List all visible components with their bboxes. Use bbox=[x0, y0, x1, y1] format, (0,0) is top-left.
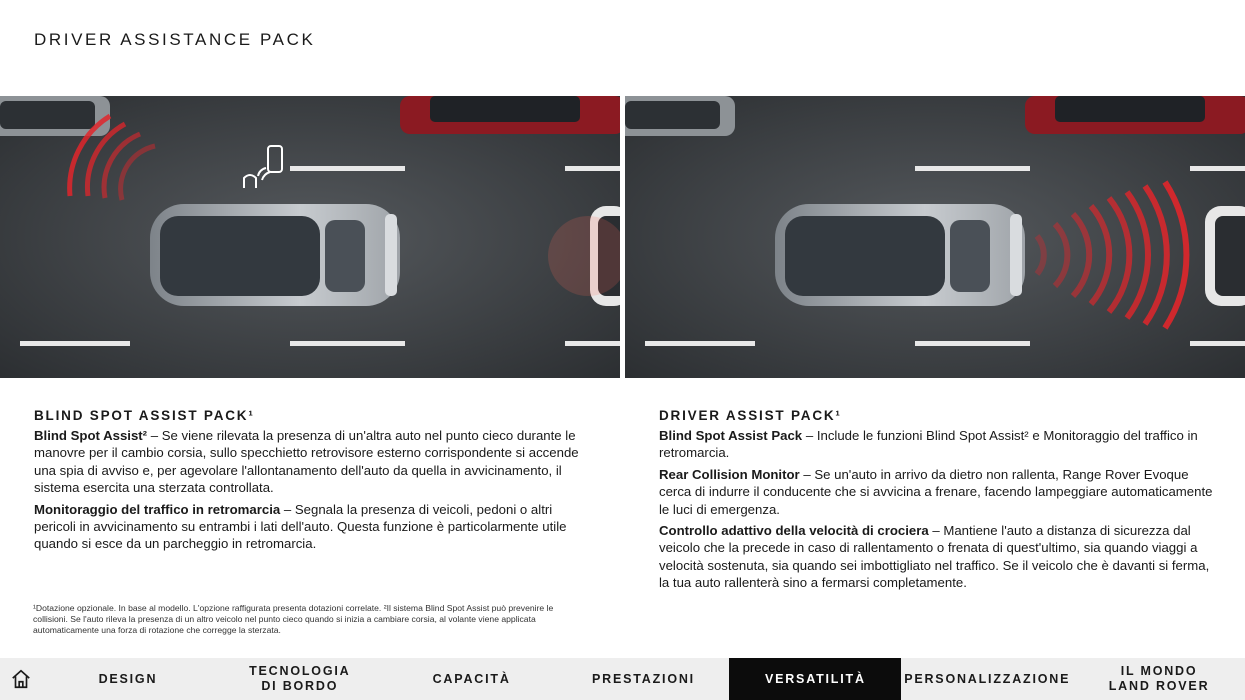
blind-spot-assist-pack-section bbox=[34, 408, 594, 557]
feature-paragraph bbox=[659, 427, 1219, 462]
feature-paragraph bbox=[659, 522, 1219, 592]
page-title: DRIVER ASSISTANCE PACK bbox=[34, 30, 316, 49]
feature-title: Monitoraggio del traffico in retromarcia bbox=[34, 501, 281, 517]
bottom-navigation bbox=[0, 658, 1245, 700]
footnote: ¹Dotazione opzionale. In base al modello. L'opzione raffigurata presenta dotazioni correlate. ²Il sistema Blind Spot Assist può prevenire le collisioni. Se l'auto rileva la presenza di un altro veicolo nel punto cieco quando si inizia a cambiare corsia, al volante viene applicata automaticamente una forza di rotazione che corregge la sterzata. bbox=[33, 603, 554, 636]
feature-paragraph bbox=[34, 501, 594, 553]
nav-item-capacita[interactable]: CAPACITÀ bbox=[432, 671, 511, 686]
nav-item-design[interactable]: DESIGN bbox=[98, 671, 158, 686]
driver-assist-pack-section bbox=[659, 408, 1219, 596]
hero-image-blind-spot bbox=[0, 96, 620, 378]
nav-item-tecnologia-di-bordo[interactable]: TECNOLOGIA DI BORDO bbox=[249, 664, 351, 693]
hero-image-rear-collision bbox=[625, 96, 1245, 378]
feature-paragraph bbox=[34, 427, 594, 497]
feature-paragraph bbox=[659, 466, 1219, 518]
nav-item-prestazioni[interactable]: PRESTAZIONI bbox=[592, 671, 695, 686]
home-icon bbox=[10, 668, 32, 690]
feature-title: Controllo adattivo della velocità di crociera bbox=[659, 523, 929, 539]
nav-item-il-mondo-land-rover[interactable]: IL MONDO LAND ROVER bbox=[1108, 664, 1210, 693]
feature-title: Blind Spot Assist² bbox=[34, 428, 148, 443]
feature-text: – Se viene rilevata la presenza di un'altra auto nel punto cieco durante le manovre per il cambio corsia, sullo specchietto retrovisore esterno corrispondente si accende una spia di avviso e, per agevolare l'allontanamento dell'auto da quella in avvicinamento, il sistema esercita una sterzata controllata. bbox=[34, 428, 579, 496]
home-button[interactable] bbox=[0, 658, 42, 700]
feature-title: Blind Spot Assist Pack bbox=[659, 428, 803, 443]
nav-item-personalizzazione[interactable]: PERSONALIZZAZIONE bbox=[904, 671, 1071, 686]
nav-item-versatilita[interactable]: VERSATILITÀ bbox=[729, 658, 901, 700]
feature-text: – Mantiene l'auto a distanza di sicurezza dal veicolo che la precede in caso di rallentamento o frenata di quest'ultimo, sia quando viaggi a velocità sostenuta, sia quando sei imbottigliato nel traffico. Se il veicolo che è davanti si ferma, la tua auto rallenterà sino a fermarsi completamente. bbox=[659, 523, 1210, 591]
feature-text: – Include le funzioni Blind Spot Assist² e Monitoraggio del traffico in retromarcia. bbox=[659, 428, 1198, 461]
feature-text: – Segnala la presenza di veicoli, pedoni o altri pericoli in avvicinamento su entrambi i lati dell'auto. Questa funzione è particolarmente utile quando si esce da un parcheggio in retromarcia. bbox=[34, 501, 567, 552]
section-heading: BLIND SPOT ASSIST PACK¹ bbox=[34, 408, 255, 423]
feature-title: Rear Collision Monitor bbox=[659, 466, 800, 482]
feature-text: – Se un'auto in arrivo da dietro non rallenta, Range Rover Evoque cerca di indurre il conducente che si avvicina a frenare, facendo lampeggiare automaticamente le luci di emergenza. bbox=[659, 466, 1213, 517]
section-heading: DRIVER ASSIST PACK¹ bbox=[659, 408, 842, 423]
